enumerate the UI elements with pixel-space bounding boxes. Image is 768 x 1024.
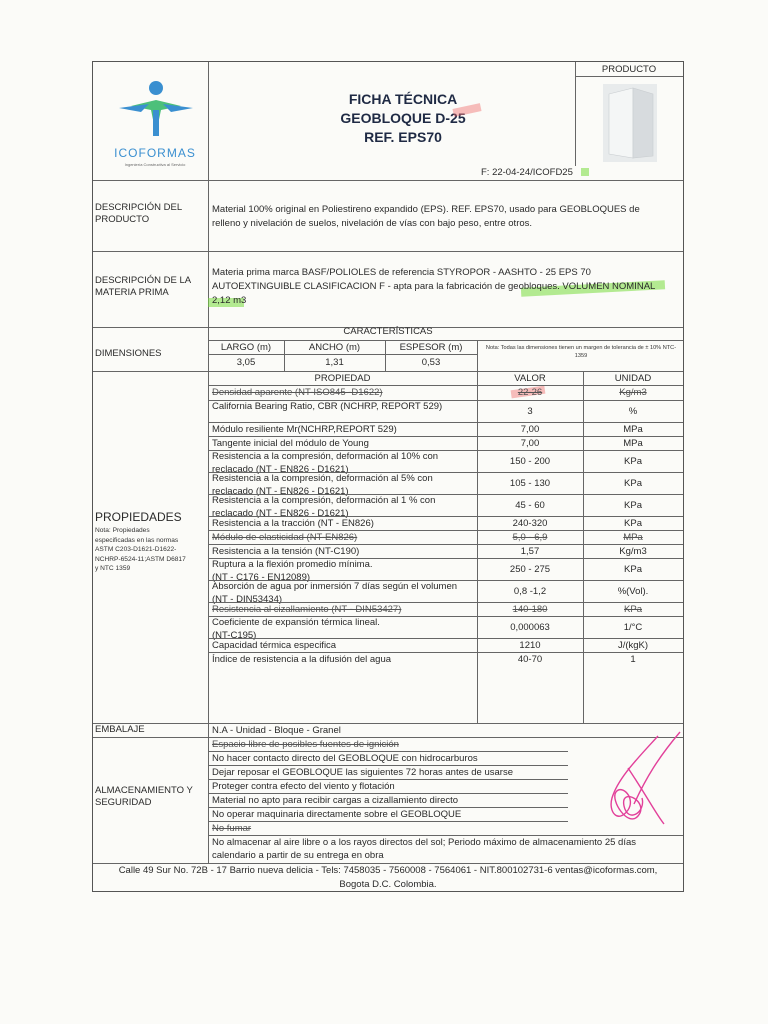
storage-item-line: No hacer contacto directo del GEOBLOQUE con hidrocarburos xyxy=(212,753,478,764)
geobloque-image-icon xyxy=(603,84,657,162)
product-image xyxy=(603,84,657,162)
property-unit: 1/°C xyxy=(623,621,643,633)
property-name-line: Resistencia a la compresión, deformación al 10% con xyxy=(212,451,439,462)
property-value: 1210 xyxy=(519,639,541,651)
embalaje-value: N.A - Unidad - Bloque - Granel xyxy=(212,725,341,736)
dim-value-espesor: 0,53 xyxy=(421,357,441,368)
property-unit: KPa xyxy=(624,477,642,489)
embalaje-label: EMBALAJE xyxy=(95,724,145,735)
logo-tagline: Ingeniería Constructiva al Servicio xyxy=(124,162,186,167)
storage-item-line: Dejar reposar el GEOBLOQUE las siguientes 72 horas antes de usarse xyxy=(212,767,513,778)
prop-note-line-3: ASTM C203-D1621-D1622- xyxy=(95,546,177,553)
property-value: 5,0 - 6,9 xyxy=(512,531,548,543)
product-label: PRODUCTO xyxy=(601,64,657,75)
storage-item-line: Proteger contra efecto del viento y flotación xyxy=(212,781,395,792)
logo-text: ICOFORMAS xyxy=(114,146,196,160)
prop-note-line-1: Nota: Propiedades xyxy=(95,527,150,534)
property-name-line: Resistencia al cizallamiento (NT - DIN53427) xyxy=(212,604,402,615)
property-unit: MPa xyxy=(623,423,643,435)
dim-note: Nota: Todas las dimensiones tienen un margen de tolerancia de ± 10% NTC-1359 xyxy=(485,345,677,359)
storage-item xyxy=(212,794,458,807)
property-value: 3 xyxy=(527,405,533,417)
prop-note-line-2: especificadas en las normas xyxy=(95,536,179,544)
property-name-line: reclacado (NT - EN826 - D1621) xyxy=(212,464,349,475)
property-unit: Kg/m3 xyxy=(619,545,647,557)
desc-materia-line-2: AUTOEXTINGUIBLE CLASIFICACION F - apta para la fabricación de geobloques. VOLUMEN NOMINAL xyxy=(212,281,656,292)
caracteristicas-label: CARACTERÍSTICAS xyxy=(343,326,433,337)
storage-item xyxy=(212,752,478,765)
property-name-line: Módulo resiliente Mr(NCHRP,REPORT 529) xyxy=(212,424,397,435)
logo xyxy=(101,74,209,184)
property-name-line: Índice de resistencia a la difusión del agua xyxy=(212,654,392,665)
storage-item xyxy=(212,822,251,835)
property-unit: KPa xyxy=(624,499,642,511)
property-value: 45 - 60 xyxy=(515,499,545,511)
property-name-line: Resistencia a la compresión, deformación al 5% con xyxy=(212,473,433,484)
property-name xyxy=(212,531,357,544)
property-name-line: reclacado (NT - EN826 - D1621) xyxy=(212,508,349,519)
storage-item xyxy=(212,766,513,779)
property-value: 40-70 xyxy=(517,653,543,665)
property-name-line: Absorción de agua por inmersión 7 días según el volumen xyxy=(212,581,458,592)
prop-header-unidad: UNIDAD xyxy=(614,373,652,384)
property-name xyxy=(212,603,401,616)
desc-materia-line-3: 2,12 m3 xyxy=(212,295,247,306)
property-name-line: reclacado (NT - EN826 - D1621) xyxy=(212,486,349,497)
title-line-1: FICHA TÉCNICA xyxy=(348,91,458,107)
property-name-line: Resistencia a la tracción (NT - EN826) xyxy=(212,518,374,529)
prop-header-valor: VALOR xyxy=(514,373,546,384)
storage-item-line: No almacenar al aire libre o a los rayos directos del sol; Periodo máximo de almacenamiento 25 días xyxy=(212,837,637,848)
property-unit: %(Vol). xyxy=(617,585,649,597)
desc-producto-line-1: Material 100% original en Poliestireno expandido (EPS). REF. EPS70, usado para GEOBLOQUES de xyxy=(212,204,640,215)
dim-header-largo: LARGO (m) xyxy=(220,342,272,353)
property-name xyxy=(212,437,369,450)
property-value: 7,00 xyxy=(520,437,540,449)
property-unit: KPa xyxy=(624,603,642,615)
storage-item-line: Espacio libre de posibles fuentes de ignición xyxy=(212,739,399,750)
icoformas-logo-icon xyxy=(101,74,209,144)
footer-line-1: Calle 49 Sur No. 72B - 17 Barrio nueva delicia - Tels: 7458035 - 7560008 - 7564061 - NIT.800102731-6 ventas@icoformas.com, xyxy=(118,865,658,876)
property-unit: MPa xyxy=(623,531,643,543)
property-name-line: Módulo de elasticidad (NT-EN826) xyxy=(212,532,358,543)
desc-materia-line-1: Materia prima marca BASF/POLIOLES de referencia STYROPOR - AASHTO - 25 EPS 70 xyxy=(212,267,591,278)
property-name-line: Tangente inicial del módulo de Young xyxy=(212,438,369,449)
dim-value-largo: 3,05 xyxy=(236,357,256,368)
property-name-line: Resistencia a la tensión (NT-C190) xyxy=(212,546,360,557)
property-name-line: Densidad aparente (NT-ISO845 -D1622) xyxy=(212,387,383,398)
signature-scribble-icon xyxy=(598,728,688,838)
property-unit: J/(kgK) xyxy=(617,639,649,651)
almacenamiento-label: ALMACENAMIENTO Y SEGURIDAD xyxy=(95,785,193,808)
property-name-line: (NT - DIN53434) xyxy=(212,594,283,605)
technical-sheet xyxy=(92,61,684,892)
dim-header-espesor: ESPESOR (m) xyxy=(399,342,463,353)
property-unit: KPa xyxy=(624,563,642,575)
dim-header-ancho: ANCHO (m) xyxy=(308,342,361,353)
doc-title xyxy=(273,90,533,147)
property-unit: Kg/m3 xyxy=(619,387,647,398)
property-name xyxy=(212,653,391,666)
prop-header-propiedad: PROPIEDAD xyxy=(314,373,371,384)
doc-code: F: 22-04-24/ICOFD25 xyxy=(481,167,573,178)
property-name xyxy=(212,423,397,436)
property-name xyxy=(212,400,442,413)
property-unit: 1 xyxy=(630,653,636,665)
green-mark-code xyxy=(581,168,589,176)
property-name-line: (NT-C195) xyxy=(212,630,257,641)
title-line-3: REF. EPS70 xyxy=(364,129,442,145)
property-name-line: Capacidad térmica especifica xyxy=(212,640,337,651)
property-unit: KPa xyxy=(624,455,642,467)
storage-item xyxy=(212,808,461,821)
property-value: 105 - 130 xyxy=(509,477,551,489)
desc-materia-label: DESCRIPCIÓN DE LA MATERIA PRIMA xyxy=(95,275,191,298)
property-unit: MPa xyxy=(623,437,643,449)
storage-item-line: No operar maquinaria directamente sobre el GEOBLOQUE xyxy=(212,809,462,820)
property-unit: % xyxy=(628,405,638,417)
storage-item xyxy=(212,780,395,793)
desc-producto-label: DESCRIPCIÓN DEL PRODUCTO xyxy=(95,202,182,225)
property-unit: KPa xyxy=(624,517,642,529)
property-name xyxy=(212,639,336,652)
property-value: 22-26 xyxy=(517,387,543,398)
storage-item xyxy=(212,738,399,751)
desc-producto-line-2: relleno y nivelación de suelos, nivelación de vías con bajo peso, entre otros. xyxy=(212,218,533,229)
property-name-line: California Bearing Ratio, CBR (NCHRP, REPORT 529) xyxy=(212,401,443,412)
storage-item xyxy=(212,836,636,862)
property-value: 1,57 xyxy=(520,545,540,557)
property-name-line: Coeficiente de expansión térmica lineal. xyxy=(212,617,380,628)
property-value: 240-320 xyxy=(512,517,548,529)
prop-note-line-5: y NTC 1359 xyxy=(95,565,131,572)
property-value: 0,000063 xyxy=(510,621,550,633)
property-name xyxy=(212,517,374,530)
property-value: 7,00 xyxy=(520,423,540,435)
dim-value-ancho: 1,31 xyxy=(325,357,344,368)
property-name-line: Resistencia a la compresión, deformación al 1 % con xyxy=(212,495,436,506)
prop-note-line-4: NCHRP-6524-11;ASTM D6817 xyxy=(95,555,186,563)
property-name-line: Ruptura a la flexión promedio mínima. xyxy=(212,559,373,570)
propiedades-label: PROPIEDADES xyxy=(95,510,182,524)
property-name xyxy=(212,386,383,399)
property-name-line: (NT - C176 - EN12089) xyxy=(212,572,311,583)
footer-line-2: Bogota D.C. Colombia. xyxy=(339,879,437,890)
property-name xyxy=(212,545,359,558)
property-value: 150 - 200 xyxy=(509,455,551,467)
storage-item-line: calendario a partir de su entrega en obra xyxy=(212,850,384,861)
property-value: 140-180 xyxy=(512,603,548,615)
dimensiones-label: DIMENSIONES xyxy=(95,348,162,359)
storage-item-line: No fumar xyxy=(212,823,252,834)
propiedades-note xyxy=(95,526,209,574)
property-value: 0,8 -1,2 xyxy=(513,585,547,597)
property-value: 250 - 275 xyxy=(509,563,551,575)
title-line-2: GEOBLOQUE D-25 xyxy=(340,110,466,126)
storage-item-line: Material no apto para recibir cargas a cizallamiento directo xyxy=(212,795,459,806)
